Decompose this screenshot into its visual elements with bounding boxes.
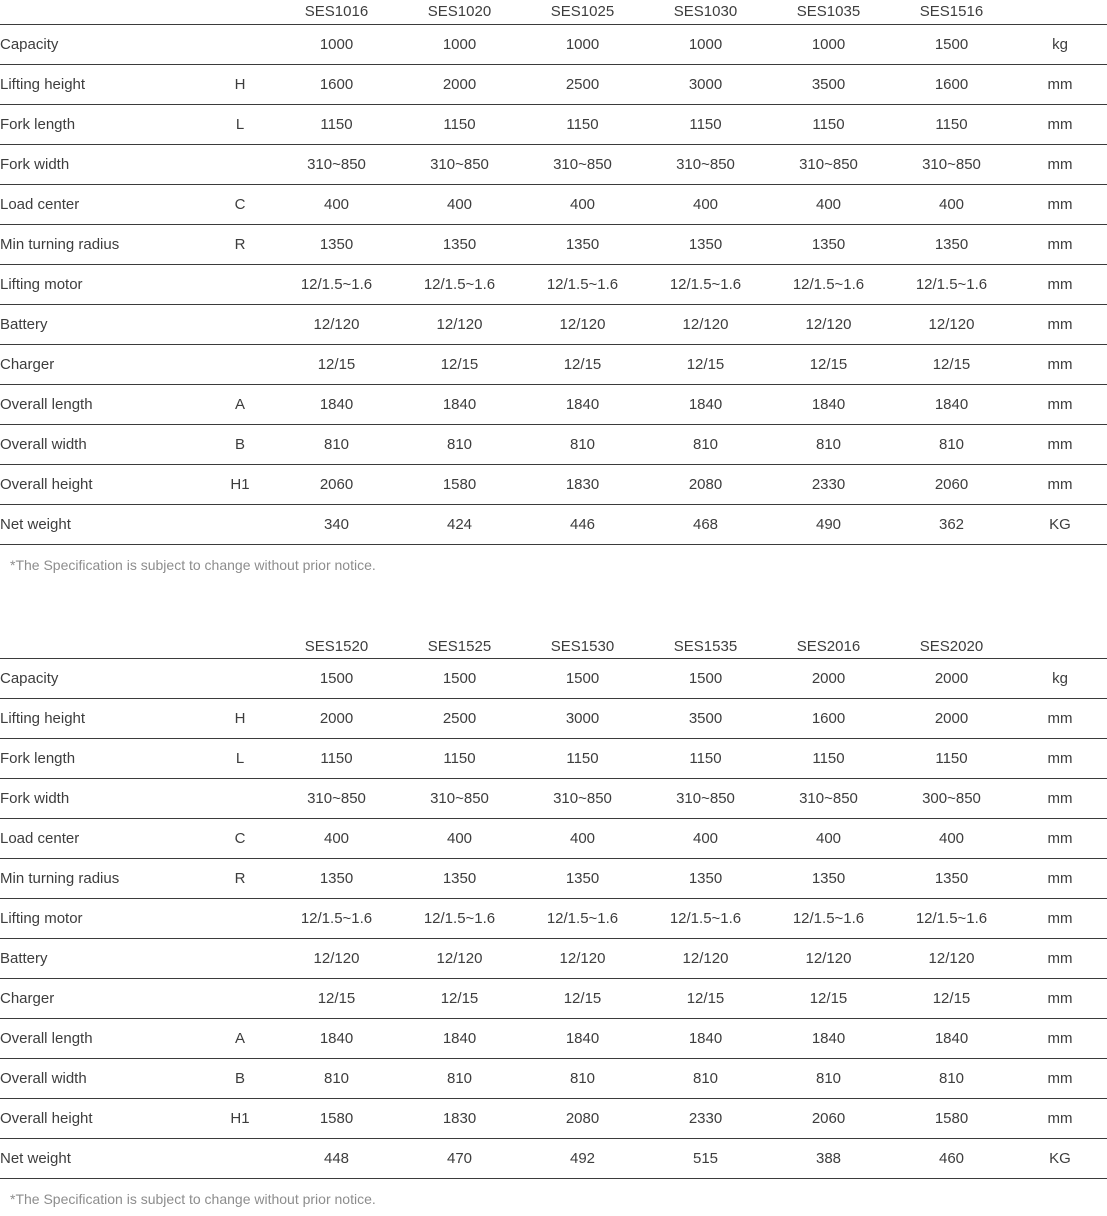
spec-value: 2080	[565, 1110, 600, 1127]
spec-value: 12/1.5~1.6	[300, 275, 373, 293]
row-symbol: C	[234, 195, 246, 213]
spec-value: 810	[446, 1070, 473, 1087]
spec-value: 12/15	[440, 990, 479, 1007]
spec-value: 400	[692, 830, 719, 847]
header-spacer	[1013, 635, 1107, 659]
spec-value: 310~850	[553, 155, 612, 173]
header-spacer	[0, 635, 205, 659]
row-unit: mm	[1047, 355, 1073, 373]
spec-value: 12/120	[928, 950, 975, 967]
spec-value: 810	[692, 435, 719, 453]
spec-value: 12/120	[436, 950, 483, 967]
spec-row	[0, 659, 1107, 699]
spec-value: 1830	[565, 475, 600, 493]
spec-table-section-1	[0, 0, 1107, 573]
spec-value: 3500	[811, 75, 846, 93]
spec-value: 12/15	[440, 355, 479, 373]
spec-value: 12/120	[559, 950, 606, 967]
row-label: Fork width	[0, 155, 70, 173]
spec-value: 1150	[935, 750, 968, 767]
spec-value: 310~850	[799, 790, 858, 807]
spec-value: 1500	[934, 35, 969, 53]
spec-value: 400	[323, 830, 350, 847]
row-label: Fork width	[0, 790, 70, 807]
spec-value: 1840	[319, 395, 354, 413]
spec-value: 12/1.5~1.6	[423, 275, 496, 293]
spec-row	[0, 899, 1107, 939]
spec-row	[0, 1019, 1107, 1059]
spec-value: 424	[446, 515, 473, 533]
spec-value: 400	[323, 195, 350, 213]
row-unit: mm	[1047, 1030, 1073, 1047]
spec-value: 1150	[935, 115, 968, 133]
spec-value: 810	[446, 435, 473, 453]
spec-value: 12/1.5~1.6	[546, 910, 619, 927]
spec-value: 310~850	[307, 790, 366, 807]
row-label: Min turning radius	[0, 870, 120, 887]
spec-value: 300~850	[922, 790, 981, 807]
spec-value: 3000	[688, 75, 723, 93]
row-symbol	[205, 344, 275, 384]
row-symbol: C	[234, 830, 246, 847]
model-header-row	[0, 635, 1107, 659]
row-symbol	[205, 144, 275, 184]
spec-value: 460	[938, 1150, 965, 1167]
spec-value: 12/1.5~1.6	[423, 910, 496, 927]
spec-row	[0, 699, 1107, 739]
spec-value: 2000	[934, 710, 969, 727]
model-header: SES1535	[673, 637, 738, 655]
row-unit: mm	[1047, 395, 1073, 413]
spec-value: 1840	[934, 1030, 969, 1047]
row-label: Capacity	[0, 670, 59, 687]
row-label: Charger	[0, 990, 55, 1007]
spec-value: 1350	[934, 870, 969, 887]
spec-value: 1150	[812, 115, 845, 133]
row-unit: KG	[1049, 515, 1071, 533]
row-label: Overall length	[0, 1030, 93, 1047]
header-spacer	[205, 635, 275, 659]
spec-value: 1350	[442, 870, 477, 887]
spec-value: 2330	[811, 475, 846, 493]
spec-value: 12/1.5~1.6	[669, 275, 742, 293]
spec-value: 400	[692, 195, 719, 213]
row-symbol	[205, 659, 275, 699]
spec-value: 1840	[811, 395, 846, 413]
row-symbol: L	[235, 115, 245, 133]
spec-table-1	[0, 0, 1107, 545]
spec-value: 1350	[934, 235, 969, 253]
model-header: SES1025	[550, 3, 615, 21]
row-unit: mm	[1047, 870, 1073, 887]
spec-value: 2080	[688, 475, 723, 493]
spec-value: 810	[569, 1070, 596, 1087]
row-symbol	[205, 504, 275, 544]
spec-value: 12/1.5~1.6	[669, 910, 742, 927]
spec-row	[0, 1059, 1107, 1099]
spec-value: 810	[692, 1070, 719, 1087]
spec-row	[0, 859, 1107, 899]
row-symbol: H	[234, 710, 246, 727]
spec-value: 1350	[319, 235, 354, 253]
spec-value: 1840	[442, 395, 477, 413]
model-header: SES1030	[673, 3, 738, 21]
spec-value: 1000	[688, 35, 723, 53]
spec-value: 310~850	[307, 155, 366, 173]
spec-value: 1350	[688, 235, 723, 253]
row-label: Lifting motor	[0, 275, 83, 293]
spec-value: 12/1.5~1.6	[300, 910, 373, 927]
row-unit: mm	[1047, 475, 1073, 493]
row-symbol: H1	[230, 475, 250, 493]
row-unit: mm	[1047, 235, 1073, 253]
spec-value: 310~850	[799, 155, 858, 173]
spec-value: 12/15	[809, 990, 848, 1007]
spec-value: 12/1.5~1.6	[546, 275, 619, 293]
row-label: Net weight	[0, 1150, 71, 1167]
row-symbol: H1	[230, 1110, 250, 1127]
model-header: SES1520	[304, 637, 369, 655]
spec-value: 1840	[811, 1030, 846, 1047]
row-unit: KG	[1049, 1150, 1071, 1167]
row-unit: kg	[1052, 670, 1068, 687]
spec-value: 810	[938, 1070, 965, 1087]
spec-row	[0, 384, 1107, 424]
spec-value: 2000	[811, 670, 846, 687]
spec-row	[0, 304, 1107, 344]
header-spacer	[0, 0, 205, 24]
spec-row	[0, 144, 1107, 184]
spec-value: 3500	[688, 710, 723, 727]
spec-value: 12/120	[805, 315, 852, 333]
row-symbol	[205, 939, 275, 979]
spec-value: 470	[446, 1150, 473, 1167]
row-label: Lifting height	[0, 75, 86, 93]
row-symbol: A	[234, 395, 245, 413]
spec-value: 1840	[319, 1030, 354, 1047]
model-header: SES2020	[919, 637, 984, 655]
spec-value: 1150	[812, 750, 845, 767]
spec-row	[0, 504, 1107, 544]
spec-value: 310~850	[430, 155, 489, 173]
row-symbol	[205, 779, 275, 819]
spec-value: 310~850	[922, 155, 981, 173]
row-unit: mm	[1047, 790, 1073, 807]
spec-value: 400	[938, 830, 965, 847]
spec-value: 1000	[811, 35, 846, 53]
row-label: Overall height	[0, 1110, 93, 1127]
row-unit: mm	[1047, 75, 1073, 93]
header-spacer	[205, 0, 275, 24]
row-label: Lifting height	[0, 710, 86, 727]
spec-value: 1150	[566, 750, 599, 767]
model-header: SES1016	[304, 3, 369, 21]
spec-value: 12/1.5~1.6	[915, 275, 988, 293]
model-header: SES1530	[550, 637, 615, 655]
spec-value: 1000	[565, 35, 600, 53]
spec-value: 12/15	[809, 355, 848, 373]
spec-value: 1580	[934, 1110, 969, 1127]
row-symbol: R	[234, 870, 246, 887]
spec-value: 310~850	[676, 790, 735, 807]
spec-value: 490	[815, 515, 842, 533]
spec-row	[0, 739, 1107, 779]
spec-row	[0, 979, 1107, 1019]
model-header: SES1035	[796, 3, 861, 21]
spec-value: 1150	[566, 115, 599, 133]
spec-value: 12/120	[559, 315, 606, 333]
spec-value: 1840	[442, 1030, 477, 1047]
spec-value: 2060	[811, 1110, 846, 1127]
spec-value: 12/1.5~1.6	[792, 275, 865, 293]
row-label: Overall length	[0, 395, 93, 413]
spec-value: 1580	[442, 475, 477, 493]
footnote: *The Specification is subject to change without prior notice.	[10, 1191, 376, 1207]
spec-value: 810	[569, 435, 596, 453]
spec-value: 1350	[811, 235, 846, 253]
spec-row	[0, 1139, 1107, 1179]
spec-value: 12/1.5~1.6	[792, 910, 865, 927]
row-label: Net weight	[0, 515, 71, 533]
row-unit: mm	[1047, 950, 1073, 967]
spec-value: 1500	[442, 670, 477, 687]
row-label: Charger	[0, 355, 55, 373]
row-unit: mm	[1047, 1110, 1073, 1127]
spec-value: 810	[815, 435, 842, 453]
spec-row	[0, 104, 1107, 144]
row-symbol	[205, 899, 275, 939]
spec-value: 2000	[934, 670, 969, 687]
spec-value: 2060	[934, 475, 969, 493]
spec-value: 12/15	[563, 990, 602, 1007]
spec-value: 2330	[688, 1110, 723, 1127]
spec-value: 400	[815, 830, 842, 847]
row-label: Fork length	[0, 750, 76, 767]
spec-value: 1000	[442, 35, 477, 53]
spec-value: 2000	[319, 710, 354, 727]
spec-value: 492	[569, 1150, 596, 1167]
spec-value: 400	[446, 195, 473, 213]
spec-value: 12/1.5~1.6	[915, 910, 988, 927]
row-symbol	[205, 1139, 275, 1179]
spec-value: 400	[569, 195, 596, 213]
spec-table-section-2	[0, 635, 1107, 1208]
row-unit: mm	[1047, 910, 1073, 927]
spec-value: 1150	[320, 750, 353, 767]
spec-value: 400	[569, 830, 596, 847]
row-symbol	[205, 979, 275, 1019]
spec-value: 1600	[934, 75, 969, 93]
spec-value: 12/15	[563, 355, 602, 373]
spec-value: 1350	[565, 870, 600, 887]
spec-value: 12/15	[317, 355, 356, 373]
spec-value: 1350	[442, 235, 477, 253]
row-unit: mm	[1047, 155, 1073, 173]
header-spacer	[1013, 0, 1107, 24]
spec-value: 12/15	[317, 990, 356, 1007]
footnote: *The Specification is subject to change without prior notice.	[10, 556, 376, 573]
row-unit: mm	[1047, 315, 1073, 333]
spec-value: 1350	[811, 870, 846, 887]
spec-value: 1000	[319, 35, 354, 53]
model-header: SES1020	[427, 3, 492, 21]
spec-row	[0, 64, 1107, 104]
row-symbol: R	[234, 235, 246, 253]
spec-value: 362	[938, 515, 965, 533]
spec-value: 2500	[565, 75, 600, 93]
model-header-row	[0, 0, 1107, 24]
spec-value: 446	[569, 515, 596, 533]
spec-value: 12/15	[686, 990, 725, 1007]
spec-value: 388	[815, 1150, 842, 1167]
spec-row	[0, 939, 1107, 979]
row-symbol	[205, 304, 275, 344]
model-header: SES2016	[796, 637, 861, 655]
spec-value: 1500	[688, 670, 723, 687]
row-label: Capacity	[0, 35, 59, 53]
spec-value: 1500	[565, 670, 600, 687]
row-label: Load center	[0, 195, 80, 213]
row-unit: mm	[1047, 195, 1073, 213]
spec-value: 1150	[320, 115, 353, 133]
spec-value: 2500	[442, 710, 477, 727]
spec-row	[0, 264, 1107, 304]
spec-value: 12/15	[932, 990, 971, 1007]
row-unit: mm	[1047, 710, 1073, 727]
spec-value: 810	[938, 435, 965, 453]
row-symbol: A	[234, 1030, 245, 1047]
spec-value: 1830	[442, 1110, 477, 1127]
row-unit: mm	[1047, 990, 1073, 1007]
spec-row	[0, 24, 1107, 64]
row-unit: mm	[1047, 750, 1073, 767]
spec-row	[0, 224, 1107, 264]
row-label: Battery	[0, 315, 48, 333]
spec-value: 310~850	[430, 790, 489, 807]
row-symbol	[205, 24, 275, 64]
spec-value: 12/120	[313, 950, 360, 967]
row-unit: kg	[1052, 35, 1068, 53]
spec-value: 12/15	[686, 355, 725, 373]
model-header: SES1525	[427, 637, 492, 655]
row-label: Overall height	[0, 475, 93, 493]
row-unit: mm	[1047, 115, 1073, 133]
spec-value: 400	[938, 195, 965, 213]
spec-value: 12/120	[313, 315, 360, 333]
spec-value: 400	[815, 195, 842, 213]
spec-value: 1580	[319, 1110, 354, 1127]
spec-table-2	[0, 635, 1107, 1180]
row-unit: mm	[1047, 830, 1073, 847]
spec-value: 1150	[689, 115, 722, 133]
spec-value: 1350	[688, 870, 723, 887]
spec-value: 1840	[688, 395, 723, 413]
row-label: Battery	[0, 950, 48, 967]
spec-value: 810	[815, 1070, 842, 1087]
spec-value: 1350	[565, 235, 600, 253]
spec-value: 2000	[442, 75, 477, 93]
spec-row	[0, 464, 1107, 504]
spec-value: 12/120	[436, 315, 483, 333]
spec-row	[0, 779, 1107, 819]
row-symbol: L	[235, 750, 245, 767]
spec-row	[0, 184, 1107, 224]
row-symbol	[205, 264, 275, 304]
row-unit: mm	[1047, 435, 1073, 453]
spec-value: 1840	[934, 395, 969, 413]
row-label: Fork length	[0, 115, 76, 133]
row-label: Lifting motor	[0, 910, 83, 927]
spec-value: 400	[446, 830, 473, 847]
row-unit: mm	[1047, 1070, 1073, 1087]
row-symbol: B	[234, 435, 245, 453]
spec-value: 1350	[319, 870, 354, 887]
spec-value: 12/15	[932, 355, 971, 373]
spec-value: 2060	[319, 475, 354, 493]
spec-value: 810	[323, 1070, 350, 1087]
spec-value: 12/120	[928, 315, 975, 333]
spec-row	[0, 1099, 1107, 1139]
spec-value: 12/120	[805, 950, 852, 967]
spec-value: 810	[323, 435, 350, 453]
spec-value: 12/120	[682, 315, 729, 333]
spec-value: 1500	[319, 670, 354, 687]
row-label: Overall width	[0, 435, 87, 453]
spec-value: 468	[692, 515, 719, 533]
spec-value: 310~850	[553, 790, 612, 807]
spec-value: 1600	[811, 710, 846, 727]
spec-value: 340	[323, 515, 350, 533]
spec-row	[0, 424, 1107, 464]
spec-value: 448	[323, 1150, 350, 1167]
spec-value: 1840	[565, 395, 600, 413]
row-label: Min turning radius	[0, 235, 120, 253]
spec-value: 515	[692, 1150, 719, 1167]
spec-value: 310~850	[676, 155, 735, 173]
model-header: SES1516	[919, 3, 984, 21]
spec-row	[0, 819, 1107, 859]
row-label: Load center	[0, 830, 80, 847]
spec-value: 1150	[689, 750, 722, 767]
spec-value: 1840	[688, 1030, 723, 1047]
spec-value: 1150	[443, 750, 476, 767]
spec-value: 3000	[565, 710, 600, 727]
spec-value: 1840	[565, 1030, 600, 1047]
spec-row	[0, 344, 1107, 384]
spec-value: 1150	[443, 115, 476, 133]
spec-value: 1600	[319, 75, 354, 93]
row-label: Overall width	[0, 1070, 87, 1087]
row-unit: mm	[1047, 275, 1073, 293]
row-symbol: B	[234, 1070, 245, 1087]
row-symbol: H	[234, 75, 246, 93]
spec-value: 12/120	[682, 950, 729, 967]
